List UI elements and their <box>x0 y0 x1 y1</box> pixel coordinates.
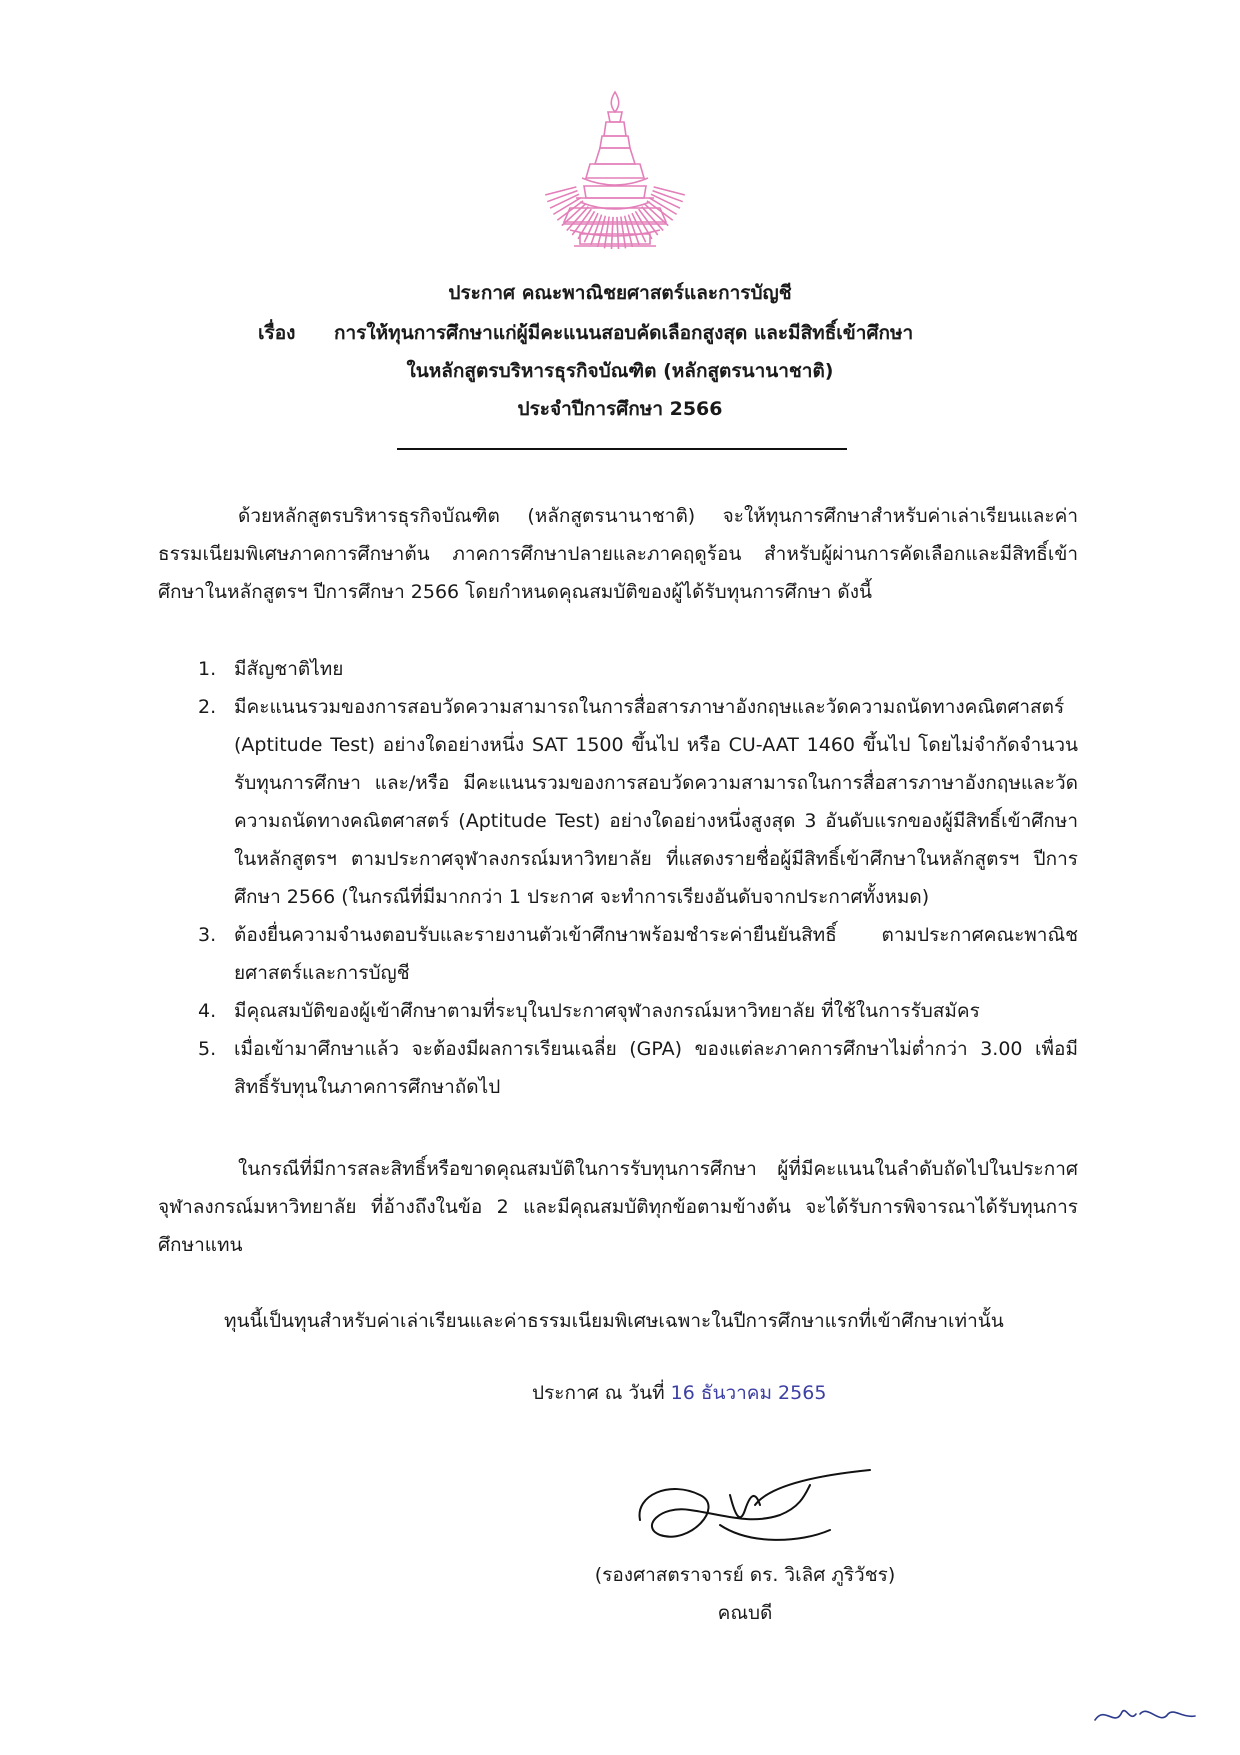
list-number: 1. <box>198 658 217 680</box>
initials-mark <box>1090 1700 1200 1730</box>
list-item <box>158 688 1078 916</box>
emblem-ray <box>591 215 602 245</box>
date-prefix: ประกาศ ณ วันที่ <box>532 1382 665 1404</box>
list-item <box>158 650 1078 688</box>
university-emblem-icon <box>540 82 690 262</box>
emblem-ray <box>545 187 576 195</box>
academic-year-line: ประจำปีการศึกษา 2566 <box>517 398 723 420</box>
subject-label: เรื่อง <box>258 322 296 344</box>
emblem-ray <box>654 187 685 195</box>
signer-title: คณบดี <box>717 1602 773 1624</box>
signer-name: (รองศาสตราจารย์ ดร. วิเลิศ ภูริวัชร) <box>594 1564 896 1586</box>
announcement-date: 16 ธันวาคม 2565 <box>670 1382 827 1404</box>
list-number: 5. <box>198 1038 217 1060</box>
program-line: ในหลักสูตรบริหารธุรกิจบัณฑิต (หลักสูตรนานาชาติ) <box>406 360 834 382</box>
subject-line: การให้ทุนการศึกษาแก่ผู้มีคะแนนสอบคัดเลือกสูงสุด และมีสิทธิ์เข้าศึกษา <box>334 322 914 344</box>
list-text: มีคุณสมบัติของผู้เข้าศึกษาตามที่ระบุในประกาศจุฬาลงกรณ์มหาวิทยาลัย ที่ใช้ในการรับสมัคร <box>234 1000 980 1022</box>
list-text: มีสัญชาติไทย <box>234 658 344 680</box>
intro-paragraph: ด้วยหลักสูตรบริหารธุรกิจบัณฑิต (หลักสูตรนานาชาติ) จะให้ทุนการศึกษาสำหรับค่าเล่าเรียนและค่าธรรมเนียมพิเศษภาคการศึกษาต้น ภาคการศึกษาปลายและภาคฤดูร้อน สำหรับผู้ผ่านการคัดเลือกและมีสิทธิ์เข้าศึกษาในหลักสูตรฯ ปีการศึกษา 2566 โดยกำหนดคุณสมบัติของผู้ได้รับทุนการศึกษา ดังนี้ <box>158 505 1078 603</box>
list-number: 3. <box>198 924 217 946</box>
list-number: 2. <box>198 696 217 718</box>
signature-mark <box>630 1465 880 1555</box>
requirements-list <box>158 650 1078 1106</box>
emblem-ray <box>625 216 633 247</box>
emblem-ray <box>653 191 683 202</box>
title-divider <box>397 448 847 450</box>
list-item <box>158 1030 1078 1106</box>
list-item <box>158 992 1078 1030</box>
list-number: 4. <box>198 1000 217 1022</box>
waiver-paragraph: ในกรณีที่มีการสละสิทธิ์หรือขาดคุณสมบัติในการรับทุนการศึกษา ผู้ที่มีคะแนนในลำดับถัดไปในประกาศจุฬาลงกรณ์มหาวิทยาลัย ที่อ้างถึงในข้อ 2 และมีคุณสมบัติทุกข้อตามข้างต้น จะได้รับการพิจารณาได้รับทุนการศึกษาแทน <box>158 1158 1078 1256</box>
list-text: เมื่อเข้ามาศึกษาแล้ว จะต้องมีผลการเรียนเฉลี่ย (GPA) ของแต่ละภาคการศึกษาไม่ต่ำกว่า 3.00 เพื่อมีสิทธิ์รับทุนในภาคการศึกษาถัดไป <box>234 1038 1078 1098</box>
list-item <box>158 916 1078 992</box>
emblem-ray <box>598 216 606 247</box>
list-text: มีคะแนนรวมของการสอบวัดความสามารถในการสื่อสารภาษาอังกฤษและวัดความถนัดทางคณิตศาสตร์ (Aptitude Test) อย่างใดอย่างหนึ่ง SAT 1500 ขึ้นไป หรือ CU-AAT 1460 ขึ้นไป โดยไม่จำกัดจำนวนรับทุนการศึกษา และ/หรือ มีคะแนนรวมของการสอบวัดความสามารถในการสื่อสารภาษาอังกฤษและวัดความถนัดทางคณิตศาสตร์ (Aptitude Test) อย่างใดอย่างหนึ่งสูงสุด 3 อันดับแรกของผู้มีสิทธิ์เข้าศึกษาในหลักสูตรฯ ตามประกาศจุฬาลงกรณ์มหาวิทยาลัย ที่แสดงรายชื่อผู้มีสิทธิ์เข้าศึกษาในหลักสูตรฯ ปีการศึกษา 2566 (ในกรณีที่มีมากกว่า 1 ประกาศ จะทำการเรียงอันดับจากประกาศทั้งหมด) <box>234 696 1078 908</box>
announcement-title: ประกาศ คณะพาณิชยศาสตร์และการบัญชี <box>448 282 792 304</box>
emblem-ray <box>547 191 577 202</box>
announcement-date-line <box>532 1378 826 1408</box>
scope-paragraph: ทุนนี้เป็นทุนสำหรับค่าเล่าเรียนและค่าธรรมเนียมพิเศษเฉพาะในปีการศึกษาแรกที่เข้าศึกษาเท่านั้น <box>224 1310 1004 1332</box>
emblem-ray <box>628 215 639 245</box>
list-text: ต้องยื่นความจำนงตอบรับและรายงานตัวเข้าศึกษาพร้อมชำระค่ายืนยันสิทธิ์ ตามประกาศคณะพาณิชยศาสตร์และการบัญชี <box>234 924 1078 984</box>
